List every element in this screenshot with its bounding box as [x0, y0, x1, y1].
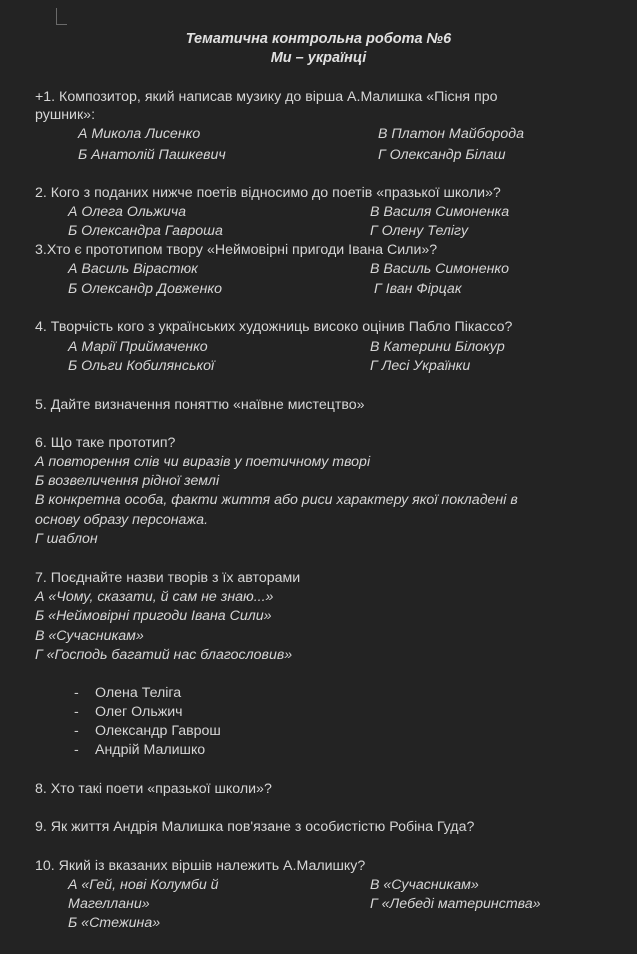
- question-4-option-g: Г Лесі Українки: [370, 358, 471, 374]
- question-10-option-b: Б «Стежина»: [68, 915, 161, 931]
- question-10-option-a-cont: Магеллани»: [68, 896, 150, 912]
- question-3-option-b: Б Олександр Довженко: [68, 281, 222, 297]
- question-7-option-b: Б «Неймовірні пригоди Івана Сили»: [35, 608, 272, 624]
- author-item-3: Олександр Гаврош: [95, 723, 221, 739]
- author-dash: -: [74, 704, 79, 720]
- question-4-option-v: В Катерини Білокур: [370, 339, 505, 355]
- question-1-text-cont: рушник»:: [35, 107, 96, 123]
- question-2-option-a: А Олега Ольжича: [68, 204, 187, 220]
- question-5-text: 5. Дайте визначення поняттю «наївне мистецтво»: [35, 397, 365, 413]
- question-7-text: 7. Поєднайте назви творів з їх авторами: [35, 570, 301, 586]
- question-1-option-a: А Микола Лисенко: [78, 126, 201, 142]
- question-6-option-g: Г шаблон: [35, 531, 98, 547]
- question-1-option-v: В Платон Майборода: [378, 126, 525, 142]
- question-7-option-g: Г «Господь багатий нас благословив»: [35, 647, 293, 663]
- question-10-option-v: В «Сучасникам»: [370, 877, 479, 893]
- question-6-text: 6. Що таке прототип?: [35, 435, 176, 451]
- document-subtitle: Ми – українці: [270, 50, 367, 66]
- question-3-text: 3.Хто є прототипом твору «Неймовірні пригоди Івана Сили»?: [35, 242, 438, 258]
- author-dash: -: [74, 723, 79, 739]
- question-4-option-a: А Марії Приймаченко: [68, 339, 208, 355]
- question-10-text: 10. Який із вказаних віршів належить А.Малишку?: [35, 858, 366, 874]
- question-6-option-b: Б возвеличення рідної землі: [35, 473, 220, 489]
- question-4-text: 4. Творчість кого з українських художниць високо оцінив Пабло Пікассо?: [35, 319, 513, 335]
- question-2-option-g: Г Олену Телігу: [370, 223, 469, 239]
- question-3-option-v: В Василь Симоненко: [370, 261, 509, 277]
- author-dash: -: [74, 685, 79, 701]
- question-9-text: 9. Як життя Андрія Малишка пов'язане з особистістю Робіна Гуда?: [35, 819, 475, 835]
- document-title: Тематична контрольна робота №6: [185, 31, 452, 47]
- question-6-option-v: В конкретна особа, факти життя або риси характеру якої покладені в: [35, 492, 518, 508]
- question-6-option-v-cont: основу образу персонажа.: [35, 512, 209, 528]
- question-1-text: +1. Композитор, який написав музику до вірша А.Малишка «Пісня про: [35, 89, 498, 105]
- author-dash: -: [74, 742, 79, 758]
- question-7-option-a: А «Чому, сказати, й сам не знаю...»: [35, 589, 274, 605]
- question-3-option-a: А Василь Вірастюк: [68, 261, 198, 277]
- question-2-option-v: В Василя Симоненка: [370, 204, 510, 220]
- question-1-option-g: Г Олександр Білаш: [378, 147, 506, 163]
- author-item-2: Олег Ольжич: [95, 704, 183, 720]
- question-6-option-a: А повторення слів чи виразів у поетичному творі: [35, 454, 371, 470]
- author-item-4: Андрій Малишко: [95, 742, 206, 758]
- question-1-option-b: Б Анатолій Пашкевич: [78, 147, 226, 163]
- question-8-text: 8. Хто такі поети «празької школи»?: [35, 781, 272, 797]
- question-3-option-g: Г Іван Фірцак: [374, 281, 462, 297]
- question-10-option-a: А «Гей, нові Колумби й: [68, 877, 219, 893]
- question-7-option-v: В «Сучасникам»: [35, 628, 144, 644]
- question-2-option-b: Б Олександра Гавроша: [68, 223, 223, 239]
- question-10-option-g: Г «Лебеді материнства»: [370, 896, 541, 912]
- question-2-text: 2. Кого з поданих нижче поетів відносимо до поетів «празької школи»?: [35, 185, 501, 201]
- question-4-option-b: Б Ольги Кобилянської: [68, 358, 215, 374]
- author-item-1: Олена Теліга: [95, 685, 182, 701]
